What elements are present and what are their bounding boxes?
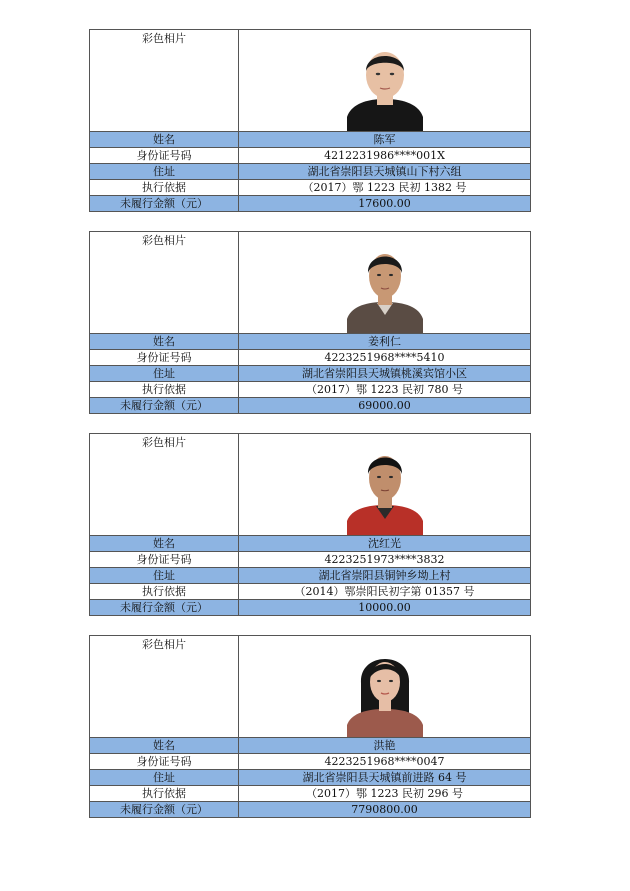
name-label: 姓名 (90, 536, 239, 552)
photo-cell (239, 434, 531, 536)
address-label: 住址 (90, 770, 239, 786)
id-number-value: 4223251968****5410 (239, 350, 531, 366)
amount-value: 7790800.00 (239, 802, 531, 818)
photo-cell (239, 232, 531, 334)
basis-row (90, 180, 531, 196)
id-number-label: 身份证号码 (90, 350, 239, 366)
name-label: 姓名 (90, 132, 239, 148)
id-number-value: 4212231986****001X (239, 148, 531, 164)
name-row (90, 334, 531, 350)
portrait-photo (347, 445, 423, 535)
amount-value: 69000.00 (239, 398, 531, 414)
id-number-value: 4223251968****0047 (239, 754, 531, 770)
amount-row (90, 196, 531, 212)
portrait-photo (347, 647, 423, 737)
name-label: 姓名 (90, 738, 239, 754)
address-row (90, 770, 531, 786)
photo-eye-left (375, 73, 379, 75)
photo-eye-left (377, 680, 381, 682)
basis-label: 执行依据 (90, 180, 239, 196)
photo-cell (239, 636, 531, 738)
basis-value: （2014）鄂崇阳民初字第 01357 号 (239, 584, 531, 600)
name-value: 洪艳 (239, 738, 531, 754)
address-value: 湖北省崇阳县天城镇前进路 64 号 (239, 770, 531, 786)
id-number-row (90, 148, 531, 164)
amount-label: 未履行金额（元） (90, 600, 239, 616)
photo-eye-right (389, 73, 393, 75)
photo-eye-left (377, 274, 381, 276)
basis-row (90, 786, 531, 802)
name-value: 陈军 (239, 132, 531, 148)
debtor-record-2 (89, 231, 531, 414)
basis-row (90, 382, 531, 398)
photo-label: 彩色相片 (90, 30, 239, 132)
photo-cell (239, 30, 531, 132)
photo-eye-right (389, 274, 393, 276)
amount-value: 17600.00 (239, 196, 531, 212)
photo-label: 彩色相片 (90, 232, 239, 334)
address-value: 湖北省崇阳县天城镇山下村六组 (239, 164, 531, 180)
address-label: 住址 (90, 366, 239, 382)
id-number-row (90, 350, 531, 366)
name-value: 姜利仁 (239, 334, 531, 350)
id-number-row (90, 552, 531, 568)
debtor-record-4 (89, 635, 531, 818)
photo-label: 彩色相片 (90, 434, 239, 536)
id-number-label: 身份证号码 (90, 148, 239, 164)
basis-label: 执行依据 (90, 786, 239, 802)
address-row (90, 164, 531, 180)
basis-row (90, 584, 531, 600)
basis-value: （2017）鄂 1223 民初 296 号 (239, 786, 531, 802)
amount-row (90, 802, 531, 818)
id-number-label: 身份证号码 (90, 754, 239, 770)
id-number-row (90, 754, 531, 770)
address-label: 住址 (90, 568, 239, 584)
name-row (90, 132, 531, 148)
amount-label: 未履行金额（元） (90, 398, 239, 414)
photo-eye-right (389, 680, 393, 682)
portrait-photo (347, 243, 423, 333)
name-row (90, 738, 531, 754)
debtor-record-3 (89, 433, 531, 616)
name-row (90, 536, 531, 552)
basis-value: （2017）鄂 1223 民初 780 号 (239, 382, 531, 398)
id-number-label: 身份证号码 (90, 552, 239, 568)
debtor-record-1 (89, 29, 531, 212)
name-label: 姓名 (90, 334, 239, 350)
amount-label: 未履行金额（元） (90, 196, 239, 212)
basis-label: 执行依据 (90, 382, 239, 398)
photo-eye-right (389, 476, 393, 478)
amount-label: 未履行金额（元） (90, 802, 239, 818)
id-number-value: 4223251973****3832 (239, 552, 531, 568)
address-row (90, 366, 531, 382)
address-value: 湖北省崇阳县天城镇桃溪宾馆小区 (239, 366, 531, 382)
basis-label: 执行依据 (90, 584, 239, 600)
address-label: 住址 (90, 164, 239, 180)
photo-label: 彩色相片 (90, 636, 239, 738)
portrait-photo (347, 41, 423, 131)
amount-value: 10000.00 (239, 600, 531, 616)
address-row (90, 568, 531, 584)
photo-eye-left (377, 476, 381, 478)
amount-row (90, 600, 531, 616)
address-value: 湖北省崇阳县铜钟乡坳上村 (239, 568, 531, 584)
basis-value: （2017）鄂 1223 民初 1382 号 (239, 180, 531, 196)
name-value: 沈红光 (239, 536, 531, 552)
amount-row (90, 398, 531, 414)
